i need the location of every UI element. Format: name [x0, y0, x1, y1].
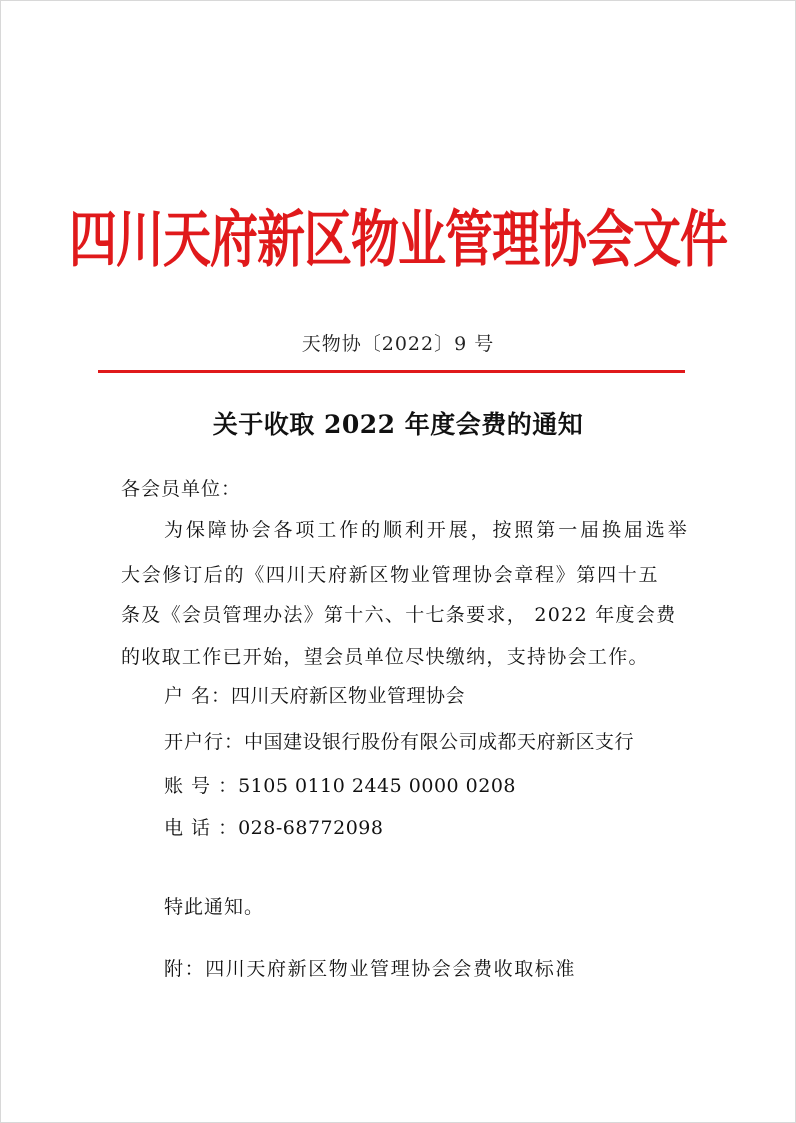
account-name-row: [164, 681, 465, 708]
phone-row: [164, 813, 384, 840]
document-number: 天物协〔2022〕9 号: [301, 333, 495, 355]
bank-value: 中国建设银行股份有限公司成都天府新区支行: [244, 731, 635, 753]
phone-label: 电 话 ：: [164, 817, 239, 839]
body-line-3: 条及《会员管理办法》第十六、十七条要求， 2022 年度会费: [121, 604, 677, 626]
body-line-1: 为保障协会各项工作的顺利开展，按照第一届换届选举: [164, 519, 690, 541]
phone-value: 028-68772098: [238, 817, 384, 839]
account-number-value: 5105 0110 2445 0000 0208: [238, 775, 517, 797]
body-line-4: 的收取工作已开始，望会员单位尽快缴纳，支持协会工作。: [121, 646, 649, 668]
body-line-2: 大会修订后的《四川天府新区物业管理协会章程》第四十五: [121, 564, 660, 586]
letterhead-title: 四川天府新区物业管理协会文件: [68, 204, 727, 276]
account-name-value: 四川天府新区物业管理协会: [231, 685, 466, 707]
closing-remark: 特此通知。: [164, 896, 265, 918]
red-divider-line: [98, 370, 685, 373]
account-number-row: [164, 771, 516, 798]
bank-label: 开户行：: [164, 731, 245, 753]
salutation: 各会员单位：: [121, 478, 242, 500]
attachment-note: 附：四川天府新区物业管理协会会费收取标准: [164, 958, 577, 980]
notice-title: 关于收取 2022 年度会费的通知: [212, 410, 584, 439]
bank-row: [164, 727, 634, 754]
account-number-label: 账 号 ：: [164, 775, 239, 797]
account-name-label: 户 名：: [164, 685, 232, 707]
